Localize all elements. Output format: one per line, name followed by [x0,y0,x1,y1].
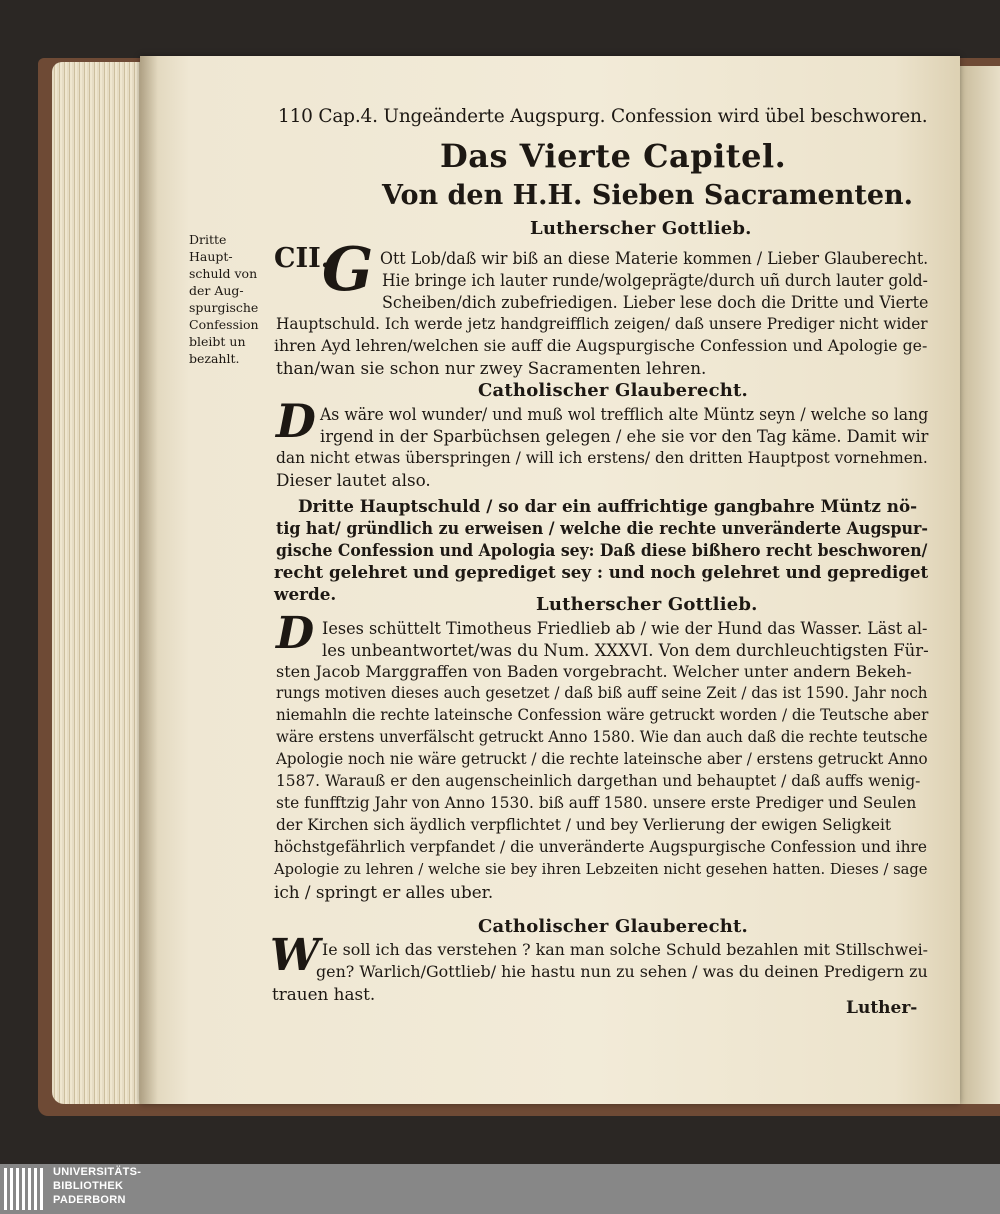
text-line: gische Confession und Apologia sey: Daß diese bißhero recht beschworen/ [276,540,928,560]
paragraph-number: CII. [274,243,331,274]
speaker-heading: Lutherscher Gottlieb. [536,594,758,615]
library-footer [0,1164,1000,1214]
text-line: der Kirchen sich äydlich verpflichtet / und bey Verlierung der ewigen Seligkeit [276,816,892,834]
text-line: Hauptschuld. Ich werde jetz handgreifflich zeigen/ daß unsere Prediger nicht wider [276,314,928,333]
marginal-note: Dritte Haupt- schuld von der Aug- spurgische Confession bleibt un bezahlt. [189,232,259,366]
drop-cap: D [276,394,316,448]
speaker-heading: Lutherscher Gottlieb. [530,218,752,239]
text-line: sten Jacob Marggraffen von Baden vorgebracht. Welcher unter andern Bekeh- [276,662,912,681]
text-line: As wäre wol wunder/ und muß wol trefflich alte Müntz seyn / welche so lang [320,404,929,424]
text-line: dan nicht etwas überspringen / will ich erstens/ den dritten Hauptpost vornehmen. [276,448,928,467]
text-line: Ott Lob/daß wir biß an diese Materie kommen / Lieber Glauberecht. [380,248,929,268]
text-line: Scheiben/dich zubefriedigen. Lieber lese doch die Dritte und Vierte [382,292,929,312]
library-name-line2: BIBLIOTHEK [53,1180,124,1192]
text-line: wäre erstens unverfälscht getruckt Anno 1580. Wie dan auch daß die rechte teutsche [276,728,928,746]
text-line: Apologie zu lehren / welche sie bey ihren Lebzeiten nicht gesehen hatten. Dieses / sage [274,860,928,878]
drop-cap: D [276,608,315,659]
running-head: 110 Cap.4. Ungeänderte Augspurg. Confession wird übel beschworen. [278,106,928,127]
text-line: gen? Warlich/Gottlieb/ hie hastu nun zu sehen / was du deinen Predigern zu [316,962,928,981]
facing-page-edge [960,66,1000,1104]
text-line: than/wan sie schon nur zwey Sacramenten lehren. [276,358,707,378]
page-edges [52,62,148,1104]
text-line: Apologie noch nie wäre getruckt / die rechte lateinsche aber / erstens getruckt Anno [276,750,928,768]
drop-cap: G [322,235,374,305]
text-line: recht gelehret und geprediget sey : und noch gelehret und geprediget [274,562,929,582]
library-logo-icon [4,1168,48,1210]
text-line: 1587. Warauß er den augenscheinlich dargethan und behauptet / daß auffs wenig- [276,772,921,790]
drop-cap: W [270,930,320,981]
chapter-title: Das Vierte Capitel. [440,137,787,175]
text-line: höchstgefährlich verpfandet / die unveränderte Augspurgische Confession und ihre [274,838,927,856]
text-line: ich / springt er alles uber. [274,882,494,902]
text-line: Hie bringe ich lauter runde/wolgeprägte/durch uñ durch lauter gold- [382,270,928,290]
text-line: tig hat/ gründlich zu erweisen / welche die rechte unveränderte Augspur- [276,518,928,538]
text-line: Dieser lautet also. [276,470,431,490]
text-line: werde. [274,584,337,604]
catchword: Luther- [846,998,918,1018]
text-line: Ie soll ich das verstehen ? kan man solche Schuld bezahlen mit Stillschwei- [322,940,929,959]
text-line: ihren Ayd lehren/welchen sie auff die Augspurgische Confession und Apologie ge- [274,336,928,355]
text-line: Dritte Hauptschuld / so dar ein auffrichtige gangbahre Müntz nö- [298,496,918,516]
library-name-line1: UNIVERSITÄTS- [53,1166,142,1178]
text-line: Ieses schüttelt Timotheus Friedlieb ab / wie der Hund das Wasser. Läst al- [322,618,928,638]
chapter-subtitle: Von den H.H. Sieben Sacramenten. [382,180,914,211]
text-line: irgend in der Sparbüchsen gelegen / ehe sie vor den Tag käme. Damit wir [320,426,929,446]
text-line: rungs motiven dieses auch gesetzet / daß biß auff seine Zeit / das ist 1590. Jahr noch [276,684,928,702]
speaker-heading: Catholischer Glauberecht. [478,916,749,937]
text-line: niemahln die rechte lateinsche Confession wäre getruckt worden / die Teutsche aber [276,706,929,724]
text-line: trauen hast. [272,984,376,1004]
text-line: ste funfftzig Jahr von Anno 1530. biß auff 1580. unsere erste Prediger und Seulen [276,794,917,812]
text-line: les unbeantwortet/was du Num. XXXVI. Von dem durchleuchtigsten Für- [322,640,929,660]
library-name-line3: PADERBORN [53,1194,126,1206]
page-gutter-shadow [140,56,158,1104]
speaker-heading: Catholischer Glauberecht. [478,380,749,401]
